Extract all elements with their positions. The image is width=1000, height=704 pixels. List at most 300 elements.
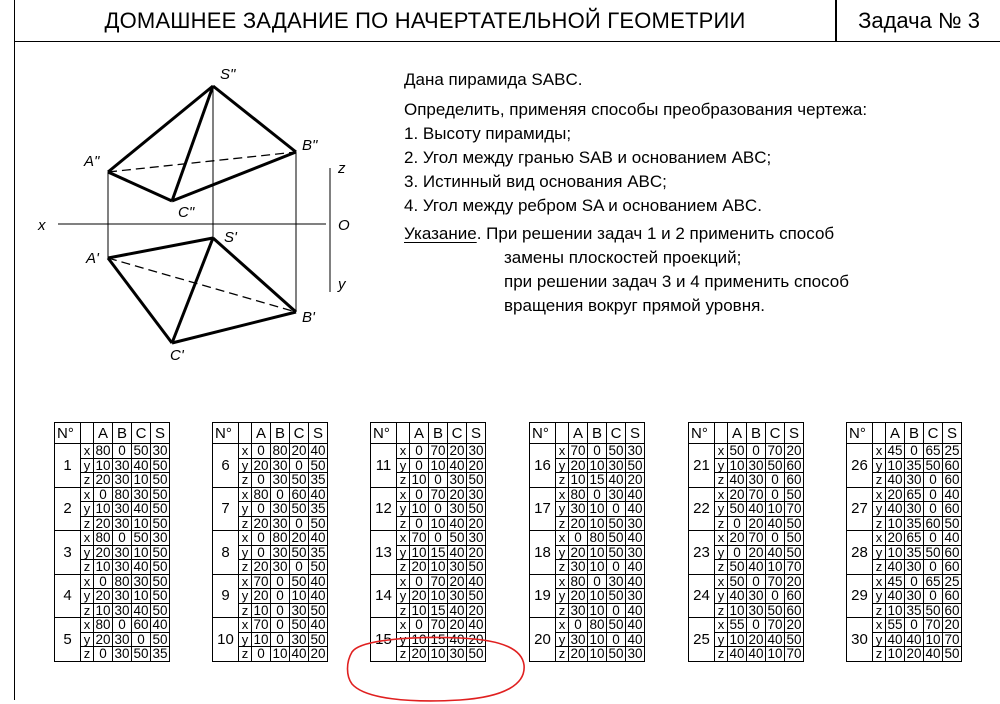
coordinate-cell: 50	[608, 443, 624, 458]
coordinate-cell: 80	[253, 486, 269, 502]
coordinate-cell: 30	[906, 472, 922, 487]
coordinate-cell: 50	[767, 457, 783, 473]
header-number: N°	[530, 423, 556, 444]
variant-number: 8	[213, 531, 239, 575]
coordinate-cell: 50	[608, 646, 624, 661]
axis-label: z	[873, 560, 886, 575]
axis-label: y	[397, 545, 410, 560]
coordinate-cell: 70	[430, 617, 446, 632]
axis-label: y	[715, 545, 728, 560]
coordinate-cell: 50	[152, 573, 168, 589]
label-origin: O	[338, 217, 350, 234]
coordinate-cell: 0	[271, 589, 290, 604]
coordinate-cell: 60	[786, 472, 802, 487]
coordinate-cell: 0	[429, 473, 448, 488]
header-axis	[873, 423, 886, 444]
edge-c1-b1	[172, 312, 296, 343]
hint-line-4: вращения вокруг прямой уровня.	[504, 296, 766, 315]
coordinate-cell: 50	[729, 443, 745, 458]
axis-label: y	[873, 632, 886, 647]
table-row	[689, 487, 804, 502]
problem-statement	[404, 68, 994, 318]
coordinate-cell: 30	[570, 602, 586, 618]
coordinate-cell: 10	[729, 631, 745, 647]
coordinate-cell: 50	[468, 472, 484, 487]
axis-label: z	[239, 560, 252, 575]
coordinate-cell: 10	[767, 646, 783, 661]
coordinate-cell: 0	[410, 487, 429, 502]
coordinate-cell: 20	[95, 588, 111, 603]
variant-number: 9	[213, 574, 239, 618]
coordinate-cell: 0	[113, 618, 132, 633]
header-point: C	[766, 423, 785, 444]
coordinate-cell: 0	[766, 487, 785, 502]
coordinate-cell: 50	[786, 544, 802, 560]
coordinate-cell: 10	[589, 631, 605, 647]
coordinate-cell: 50	[925, 602, 941, 618]
coordinate-cell: 30	[627, 515, 643, 531]
coordinate-cell: 30	[748, 602, 764, 618]
header-point: B	[113, 423, 132, 444]
coordinate-cell: 70	[253, 617, 269, 632]
axis-label: x	[715, 618, 728, 633]
coordinate-cell: 50	[468, 501, 484, 516]
variant-21	[689, 444, 804, 488]
axis-label: z	[715, 473, 728, 488]
coordinate-cell: 70	[253, 573, 269, 589]
coordinate-cell: 40	[627, 617, 643, 632]
coordinate-cell: 20	[786, 617, 802, 632]
coordinate-cell: 80	[589, 530, 605, 545]
coordinate-cell: 50	[786, 515, 802, 531]
coordinate-cell: 10	[411, 472, 427, 487]
coordinate-cell: 0	[607, 502, 626, 517]
coordinate-cell: 0	[924, 487, 943, 502]
axis-label: y	[715, 589, 728, 604]
axis-label: y	[81, 589, 94, 604]
coordinate-cell: 0	[569, 618, 588, 633]
axis-label: y	[715, 632, 728, 647]
coordinate-cell: 20	[906, 646, 922, 661]
header-axis	[239, 423, 252, 444]
variant-22	[689, 487, 804, 531]
coordinate-cell: 40	[627, 573, 643, 589]
coordinate-cell: 80	[95, 617, 111, 632]
axis-label: z	[556, 473, 569, 488]
axis-label: x	[873, 531, 886, 546]
coordinate-cell: 30	[114, 602, 130, 618]
coordinate-cell: 0	[271, 603, 290, 618]
coordinate-cell: 0	[607, 603, 626, 618]
variant-number: 21	[689, 444, 715, 488]
header-point: C	[290, 423, 309, 444]
coordinate-cell: 30	[906, 559, 922, 574]
header-point: S	[943, 423, 962, 444]
coordinate-cell: 50	[291, 573, 307, 589]
header-axis	[397, 423, 410, 444]
coordinate-cell: 80	[589, 617, 605, 632]
coordinate-cell: 60	[944, 602, 960, 618]
coordinate-cell: 70	[767, 573, 783, 589]
axis-label: y	[873, 589, 886, 604]
coordinate-cell: 50	[468, 646, 484, 661]
variant-number: 30	[847, 618, 873, 662]
coordinate-cell: 50	[729, 559, 745, 574]
coordinate-cell: 10	[589, 515, 605, 531]
coordinate-cell: 50	[291, 617, 307, 632]
coordinate-cell: 65	[925, 573, 941, 589]
coordinate-cell: 0	[588, 487, 607, 502]
coordinate-cell: 20	[468, 457, 484, 473]
coordinate-cell: 40	[906, 631, 922, 647]
label-z-axis: z	[338, 160, 346, 177]
coordinate-cell: 60	[925, 515, 941, 531]
coordinate-cell: 70	[786, 646, 802, 661]
axis-label: x	[397, 487, 410, 502]
coordinate-cell: 30	[291, 602, 307, 618]
variant-14	[371, 574, 486, 618]
variant-table-3	[370, 422, 486, 662]
header-number: N°	[213, 423, 239, 444]
table-row	[55, 487, 170, 502]
coordinate-cell: 30	[627, 544, 643, 560]
coordinate-cell: 0	[905, 444, 924, 459]
axis-label: y	[556, 632, 569, 647]
variant-table-6	[846, 422, 962, 662]
hint-line-1: . При решении задач 1 и 2 применить способ	[476, 224, 835, 243]
coordinate-cell: 20	[748, 544, 764, 560]
coordinate-cell: 60	[786, 588, 802, 603]
coordinate-cell: 50	[310, 559, 326, 574]
header-number: N°	[55, 423, 81, 444]
axis-label: x	[239, 444, 252, 459]
coordinate-cell: 50	[729, 501, 745, 516]
coordinate-cell: 50	[468, 559, 484, 574]
coordinate-cell: 70	[748, 486, 764, 502]
variant-20	[530, 618, 645, 662]
axis-label: y	[81, 632, 94, 647]
coordinate-cell: 60	[944, 501, 960, 516]
variant-29	[847, 574, 962, 618]
coordinate-cell: 70	[430, 486, 446, 502]
coordinate-cell: 40	[310, 588, 326, 603]
coordinate-cell: 0	[113, 531, 132, 546]
coordinate-cell: 30	[272, 472, 288, 487]
axis-label: z	[873, 647, 886, 662]
axis-label: x	[715, 574, 728, 589]
variant-number: 4	[55, 574, 81, 618]
axis-label: y	[715, 458, 728, 473]
header-point: S	[467, 423, 486, 444]
coordinate-cell: 60	[291, 486, 307, 502]
variant-number: 20	[530, 618, 556, 662]
coordinate-cell: 0	[905, 574, 924, 589]
variant-23	[689, 531, 804, 575]
variant-16	[530, 444, 645, 488]
coordinate-cell: 30	[906, 588, 922, 603]
axis-label: y	[239, 632, 252, 647]
label-b2: B"	[302, 137, 318, 154]
coordinate-cell: 20	[786, 573, 802, 589]
coordinate-cell: 40	[468, 573, 484, 589]
coordinate-cell: 70	[786, 501, 802, 516]
coordinate-cell: 30	[468, 486, 484, 502]
label-s2: S"	[220, 66, 236, 83]
edge-a2-c2	[108, 172, 172, 201]
coordinate-cell: 30	[114, 457, 130, 473]
coordinate-cell: 10	[589, 602, 605, 618]
coordinate-cell: 10	[589, 588, 605, 603]
axis-label: x	[397, 444, 410, 459]
coordinate-cell: 70	[430, 443, 446, 458]
coordinate-cell: 0	[113, 444, 132, 459]
coordinate-cell: 50	[152, 559, 168, 574]
coordinate-cell: 20	[449, 617, 465, 632]
table-row	[371, 574, 486, 589]
header-point: B	[271, 423, 290, 444]
axis-label: y	[556, 502, 569, 517]
coordinate-cell: 40	[627, 559, 643, 574]
coordinate-cell: 70	[786, 559, 802, 574]
header-point: B	[747, 423, 766, 444]
coordinate-cell: 20	[944, 617, 960, 632]
hint-label: Указание	[404, 224, 477, 243]
variant-30	[847, 618, 962, 662]
coordinate-cell: 0	[290, 458, 309, 473]
coordinate-cell: 30	[570, 501, 586, 516]
coordinate-cell: 0	[728, 545, 747, 560]
task-item-2: 2. Угол между гранью SAB и основанием ABC;	[404, 148, 772, 167]
label-c2: C"	[178, 204, 195, 221]
coordinate-cell: 50	[925, 544, 941, 560]
coordinate-cell: 40	[449, 457, 465, 473]
coordinate-cell: 65	[906, 530, 922, 545]
axis-label: x	[873, 574, 886, 589]
axis-label: z	[715, 603, 728, 618]
header-point: A	[886, 423, 905, 444]
coordinate-cell: 50	[291, 472, 307, 487]
variant-number: 27	[847, 487, 873, 531]
coordinate-cell: 50	[291, 501, 307, 516]
coordinate-cell: 70	[570, 443, 586, 458]
coordinate-cell: 20	[468, 544, 484, 560]
coordinate-cell: 50	[944, 646, 960, 661]
coordinate-cell: 10	[767, 559, 783, 574]
coordinate-cell: 20	[570, 515, 586, 531]
variant-number: 2	[55, 487, 81, 531]
coordinate-cell: 35	[310, 472, 326, 487]
variant-26	[847, 444, 962, 488]
coordinate-cell: 20	[449, 486, 465, 502]
coordinate-cell: 30	[570, 559, 586, 574]
coordinate-cell: 40	[627, 501, 643, 516]
axis-label: z	[556, 560, 569, 575]
table-row	[530, 574, 645, 589]
axis-label: x	[715, 444, 728, 459]
coordinate-cell: 40	[729, 472, 745, 487]
coordinate-cell: 0	[905, 618, 924, 633]
coordinate-cell: 15	[589, 472, 605, 487]
coordinate-cell: 50	[608, 617, 624, 632]
coordinate-cell: 60	[944, 472, 960, 487]
coordinate-cell: 20	[748, 515, 764, 531]
coordinate-cell: 30	[627, 588, 643, 603]
coordinate-cell: 10	[95, 559, 111, 574]
header-point: A	[94, 423, 113, 444]
axis-label: z	[81, 473, 94, 488]
coordinate-cell: 10	[430, 588, 446, 603]
axis-label: y	[397, 632, 410, 647]
coordinate-cell: 50	[310, 515, 326, 531]
coordinate-cell: 40	[748, 646, 764, 661]
coordinate-cell: 50	[152, 515, 168, 531]
coordinate-cell: 0	[271, 632, 290, 647]
coordinate-cell: 10	[887, 646, 903, 661]
variant-number: 19	[530, 574, 556, 618]
coordinate-cell: 10	[589, 559, 605, 574]
coordinate-cell: 40	[748, 559, 764, 574]
coordinate-cell: 10	[589, 501, 605, 516]
coordinate-cell: 80	[95, 443, 111, 458]
variant-number: 25	[689, 618, 715, 662]
axis-label: x	[81, 574, 94, 589]
coordinate-cell: 30	[291, 631, 307, 647]
table-row	[55, 444, 170, 459]
coordinate-cell: 10	[133, 472, 149, 487]
header-point: A	[728, 423, 747, 444]
axis-label: x	[873, 444, 886, 459]
axis-label: z	[556, 516, 569, 531]
axis-label: z	[81, 647, 94, 662]
axis-label: x	[715, 531, 728, 546]
coordinate-cell: 50	[627, 457, 643, 473]
coordinate-cell: 50	[152, 588, 168, 603]
coordinate-cell: 20	[786, 443, 802, 458]
coordinate-cell: 10	[133, 544, 149, 560]
header-point: B	[905, 423, 924, 444]
header-point: B	[429, 423, 448, 444]
coordinate-cell: 30	[449, 559, 465, 574]
coordinate-cell: 10	[133, 588, 149, 603]
coordinate-cell: 30	[272, 544, 288, 560]
variant-number: 22	[689, 487, 715, 531]
label-a1: A'	[86, 250, 99, 267]
coordinate-cell: 10	[430, 515, 446, 531]
table-row	[213, 487, 328, 502]
table-row	[689, 618, 804, 633]
coordinate-cell: 0	[410, 618, 429, 633]
table-row	[530, 444, 645, 459]
coordinate-cell: 20	[887, 530, 903, 545]
variant-number: 10	[213, 618, 239, 662]
axis-label: y	[81, 458, 94, 473]
coordinate-cell: 45	[887, 573, 903, 589]
coordinate-cell: 40	[627, 486, 643, 502]
variant-6	[213, 444, 328, 488]
variant-number: 1	[55, 444, 81, 488]
coordinate-cell: 0	[924, 560, 943, 575]
variant-table-5	[688, 422, 804, 662]
header-point: S	[626, 423, 645, 444]
coordinate-cell: 0	[569, 531, 588, 546]
axis-label: x	[239, 574, 252, 589]
coordinate-cell: 20	[887, 486, 903, 502]
variant-number: 23	[689, 531, 715, 575]
axis-label: y	[873, 502, 886, 517]
coordinate-cell: 50	[152, 472, 168, 487]
coordinate-cell: 70	[944, 631, 960, 647]
coordinate-cell: 40	[887, 588, 903, 603]
coordinate-cell: 0	[410, 516, 429, 531]
coordinate-cell: 25	[944, 443, 960, 458]
label-s1: S'	[224, 229, 237, 246]
axis-label: y	[873, 458, 886, 473]
table-row	[213, 574, 328, 589]
axis-label: z	[239, 647, 252, 662]
table-row	[371, 487, 486, 502]
edge-a1-c1	[108, 258, 172, 343]
coordinate-cell: 60	[786, 602, 802, 618]
variant-9	[213, 574, 328, 618]
coordinate-cell: 0	[252, 531, 271, 546]
table-row	[55, 574, 170, 589]
coordinate-cell: 80	[570, 573, 586, 589]
coordinate-cell: 30	[608, 486, 624, 502]
coordinate-cell: 0	[747, 574, 766, 589]
header-point: S	[151, 423, 170, 444]
axis-label: z	[397, 647, 410, 662]
axis-label: y	[397, 502, 410, 517]
coordinate-cell: 40	[887, 501, 903, 516]
coordinate-cell: 40	[449, 515, 465, 531]
coordinate-cell: 0	[271, 487, 290, 502]
coordinate-cell: 0	[766, 589, 785, 604]
header-point: S	[309, 423, 328, 444]
coordinate-cell: 50	[608, 515, 624, 531]
variant-3	[55, 531, 170, 575]
coordinate-cell: 10	[95, 501, 111, 516]
coordinate-cell: 30	[114, 646, 130, 661]
coordinate-cell: 0	[924, 502, 943, 517]
header-point: C	[132, 423, 151, 444]
coordinate-cell: 40	[133, 501, 149, 516]
coordinate-cell: 35	[906, 544, 922, 560]
coordinate-cell: 60	[944, 544, 960, 560]
variant-number: 17	[530, 487, 556, 531]
table-row	[847, 531, 962, 546]
coordinate-cell: 15	[430, 631, 446, 647]
coordinate-cell: 30	[748, 457, 764, 473]
coordinate-cell: 10	[887, 515, 903, 531]
coordinate-cell: 0	[747, 444, 766, 459]
table-row	[847, 444, 962, 459]
edge-s2-b2	[213, 86, 296, 152]
coordinate-cell: 40	[449, 631, 465, 647]
coordinate-cell: 30	[748, 588, 764, 603]
axis-label: x	[556, 444, 569, 459]
coordinate-cell: 0	[290, 560, 309, 575]
coordinate-cell: 15	[430, 602, 446, 618]
coordinate-cell: 40	[729, 646, 745, 661]
coordinate-cell: 30	[114, 544, 130, 560]
header-axis	[81, 423, 94, 444]
axis-label: x	[556, 487, 569, 502]
variant-number: 15	[371, 618, 397, 662]
coordinate-cell: 20	[748, 631, 764, 647]
axis-label: x	[81, 487, 94, 502]
coordinate-cell: 40	[133, 602, 149, 618]
coordinate-cell: 10	[411, 544, 427, 560]
